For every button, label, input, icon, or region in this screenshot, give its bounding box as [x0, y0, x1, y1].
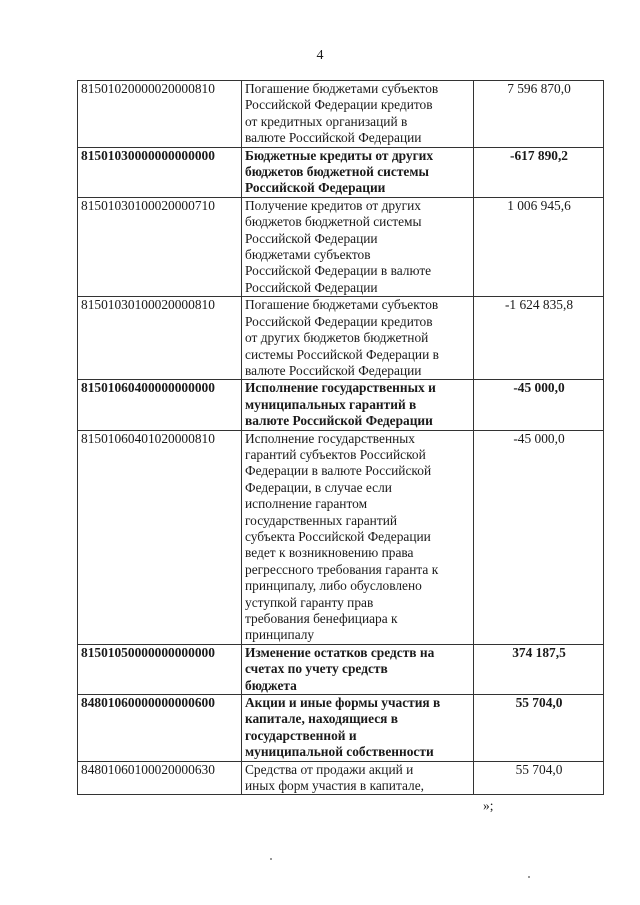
- description-line: Федерации в валюте Российской: [245, 463, 432, 479]
- description-line: Бюджетные кредиты от других: [245, 147, 434, 163]
- description-line: требования бенефициара к: [245, 611, 398, 626]
- description-line: Российской Федерации: [245, 279, 378, 295]
- description-line: Российской Федерации: [245, 230, 378, 246]
- closing-quote: »;: [483, 798, 494, 813]
- description-line: счетах по учету средств: [245, 661, 388, 677]
- description-cell: [242, 297, 474, 380]
- budget-code-cell: 81501050000000000000: [78, 644, 242, 694]
- budget-code-cell: 84801060000000000600: [78, 695, 242, 762]
- description-line: Исполнение государственных и: [245, 380, 436, 396]
- budget-code-cell: 81501060400000000000: [78, 380, 242, 430]
- budget-code-cell: 81501060401020000810: [78, 430, 242, 644]
- description-line: государственных гарантий: [245, 512, 398, 528]
- description-line: валюте Российской Федерации: [245, 362, 422, 378]
- budget-code-cell: 81501030100020000810: [78, 297, 242, 380]
- description-cell: [242, 695, 474, 762]
- description-line: бюджетов бюджетной системы: [245, 214, 422, 230]
- amount-cell: 374 187,5: [474, 644, 604, 694]
- description-line: Погашение бюджетами субъектов: [245, 297, 439, 313]
- scan-speck: [270, 858, 272, 860]
- description-line: принципалу: [245, 627, 315, 643]
- description-cell: [242, 430, 474, 644]
- page-number: 4: [316, 48, 324, 63]
- description-line: Изменение остатков средств на: [245, 644, 435, 660]
- description-line: бюджета: [245, 677, 297, 693]
- budget-code-cell: 84801060100020000630: [78, 761, 242, 795]
- table-row: [78, 695, 604, 762]
- amount-cell: -45 000,0: [474, 430, 604, 644]
- description-cell: [242, 197, 474, 296]
- budget-code-cell: 81501030000000000000: [78, 147, 242, 197]
- table-row: [78, 147, 604, 197]
- description-line: от кредитных организаций в: [245, 113, 408, 129]
- description-cell: [242, 644, 474, 694]
- amount-cell: 55 704,0: [474, 761, 604, 795]
- description-line: Российской Федерации: [245, 180, 386, 196]
- description-line: валюте Российской Федерации: [245, 130, 422, 146]
- description-line: Российской Федерации в валюте: [245, 263, 432, 279]
- description-line: Получение кредитов от других: [245, 197, 421, 213]
- description-line: Российской Федерации кредитов: [245, 97, 433, 113]
- amount-cell: 55 704,0: [474, 695, 604, 762]
- amount-cell: -617 890,2: [474, 147, 604, 197]
- table-row: [78, 297, 604, 380]
- description-line: Исполнение государственных: [245, 430, 415, 446]
- description-line: капитале, находящиеся в: [245, 711, 398, 727]
- budget-code-cell: 81501030100020000710: [78, 197, 242, 296]
- description-line: Федерации, в случае если: [245, 479, 392, 495]
- description-line: муниципальных гарантий в: [245, 396, 417, 412]
- description-cell: [242, 380, 474, 430]
- budget-sources-table: [77, 80, 604, 795]
- description-line: системы Российской Федерации в: [245, 346, 439, 362]
- description-line: государственной и: [245, 727, 357, 743]
- description-line: валюте Российской Федерации: [245, 413, 433, 429]
- amount-cell: 7 596 870,0: [474, 81, 604, 148]
- amount-cell: 1 006 945,6: [474, 197, 604, 296]
- description-line: иных форм участия в капитале,: [245, 778, 425, 794]
- description-line: Акции и иные формы участия в: [245, 695, 441, 711]
- description-line: принципалу, либо обусловлено: [245, 578, 422, 594]
- table-row: [78, 430, 604, 644]
- description-line: гарантий субъектов Российской: [245, 446, 426, 462]
- description-line: бюджетов бюджетной системы: [245, 164, 429, 180]
- description-cell: [242, 81, 474, 148]
- table-row: [78, 644, 604, 694]
- description-line: субъекта Российской Федерации: [245, 528, 431, 544]
- description-line: уступкой гаранту прав: [245, 594, 374, 610]
- description-cell: [242, 147, 474, 197]
- description-line: Погашение бюджетами субъектов: [245, 81, 439, 96]
- table-row: [78, 197, 604, 296]
- description-line: исполнение гарантом: [245, 496, 368, 512]
- table-row: [78, 81, 604, 148]
- description-line: Средства от продажи акций и: [245, 761, 414, 777]
- description-cell: [242, 761, 474, 795]
- description-line: бюджетами субъектов: [245, 247, 371, 263]
- amount-cell: -1 624 835,8: [474, 297, 604, 380]
- scan-speck: [528, 876, 530, 878]
- budget-code-cell: 81501020000020000810: [78, 81, 242, 148]
- description-line: Российской Федерации кредитов: [245, 313, 433, 329]
- table-row: [78, 380, 604, 430]
- description-line: муниципальной собственности: [245, 744, 434, 760]
- table-row: [78, 761, 604, 795]
- amount-cell: -45 000,0: [474, 380, 604, 430]
- description-line: от других бюджетов бюджетной: [245, 330, 429, 346]
- description-line: регрессного требования гаранта к: [245, 561, 439, 577]
- description-line: ведет к возникновению права: [245, 545, 414, 561]
